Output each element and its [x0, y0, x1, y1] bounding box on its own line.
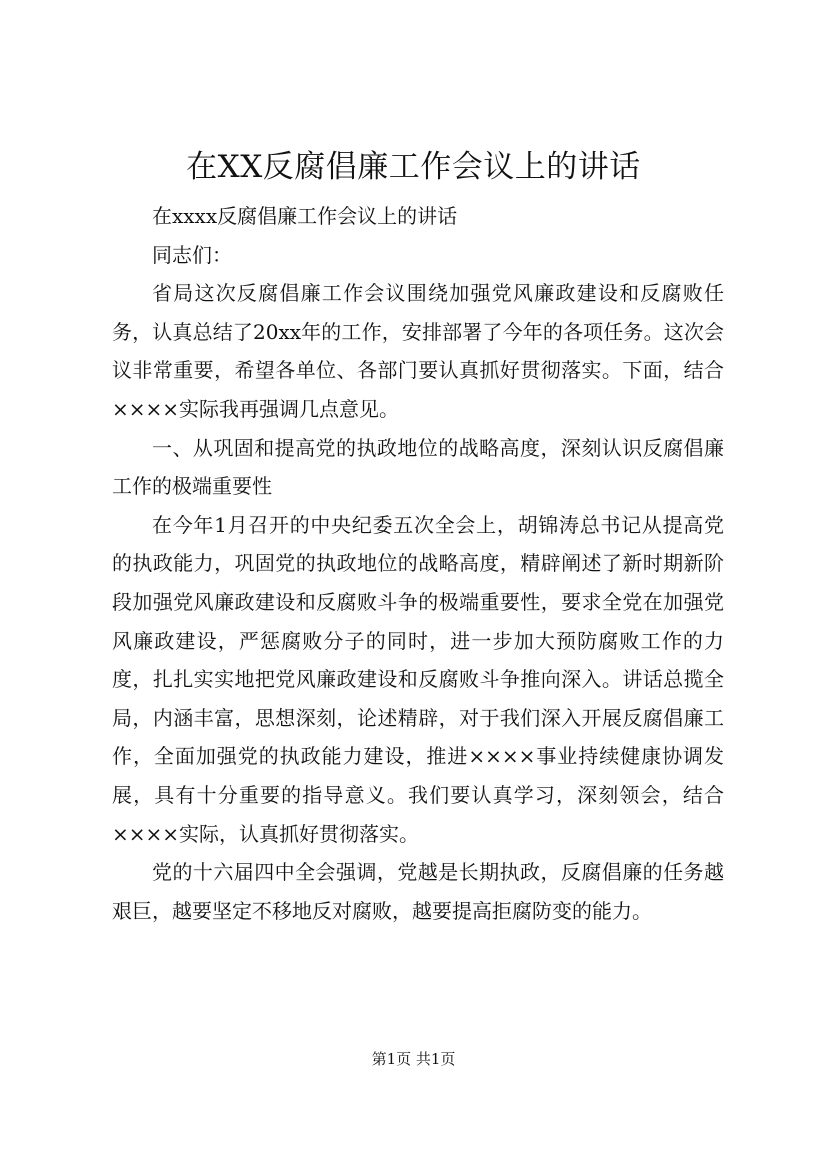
salutation-paragraph: 同志们： — [152, 242, 232, 267]
subtitle-paragraph: 在xxxx反腐倡廉工作会议上的讲话 — [152, 204, 458, 228]
document-body — [112, 197, 724, 930]
document-title: 在XX反腐倡廉工作会议上的讲话 — [186, 149, 641, 185]
section-heading-1: 一、从巩固和提高党的执政地位的战略高度，深刻认识反腐倡廉工作的极端重要性 — [112, 435, 724, 499]
body-paragraph: 在今年1月召开的中央纪委五次全会上，胡锦涛总书记从提高党的执政能力，巩固党的执政地位的战略高度，精辟阐述了新时期新阶段加强党风廉政建设和反腐败斗争的极端重要性，要求全党在加强党风廉政建设，严惩腐败分子的同时，进一步加大预防腐败工作的力度，扎扎实实地把党风廉政建设和反腐败斗争推向深入。讲话总揽全局，内涵丰富，思想深刻，论述精辟，对于我们深入开展反腐倡廉工作，全面加强党的执政能力建设，推进××××事业持续健康协调发展，具有十分重要的指导意义。我们要认真学习，深刻领会，结合××××实际，认真抓好贯彻落实。 — [112, 512, 724, 846]
body-paragraph: 党的十六届四中全会强调，党越是长期执政，反腐倡廉的任务越艰巨，越要坚定不移地反对腐败，越要提高拒腐防变的能力。 — [112, 860, 724, 923]
intro-paragraph: 省局这次反腐倡廉工作会议围绕加强党风廉政建设和反腐败任务，认真总结了20xx年的工作，安排部署了今年的各项任务。这次会议非常重要，希望各单位、各部门要认真抓好贯彻落实。下面，结合××××实际我再强调几点意见。 — [112, 281, 724, 421]
page-footer: 第1页 共1页 — [371, 1050, 456, 1068]
